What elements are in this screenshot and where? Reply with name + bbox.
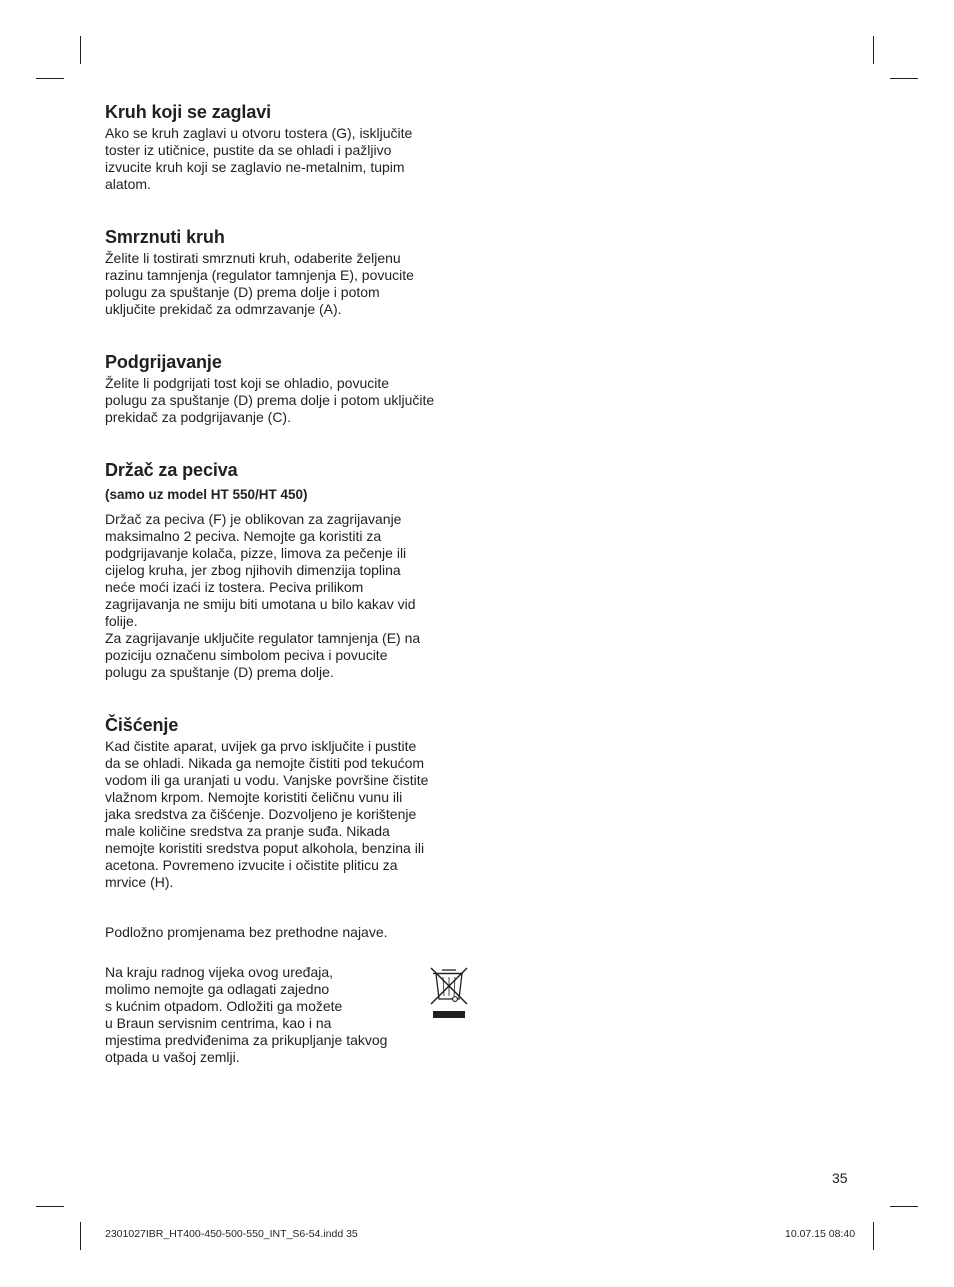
section-subtitle: (samo uz model HT 550/HT 450) [105,487,308,502]
disposal-notice [105,964,477,1066]
section-title: Čišćenje [105,715,179,735]
section-title: Smrznuti kruh [105,227,225,247]
crop-mark-top-right-vertical [873,36,874,64]
section-cleaning [105,714,477,891]
section-title: Kruh koji se zaglavi [105,102,272,122]
crop-mark-bottom-right-vertical [873,1222,874,1250]
section-reheating [105,351,477,426]
section-body: Želite li podgrijati tost koji se ohladio, povucite polugu za spuštanje (D) prema dolje i potom uključite prekidač za podgrijavanje (C). [105,375,435,425]
section-body: Držač za peciva (F) je oblikovan za zagrijavanje maksimalno 2 peciva. Nemojte ga koristiti za podgrijavanje kolača, pizze, limova za pečenje ili cijelog kruha, jer zbog njihovih dimenzija toplina neće moći izaći iz tostera. Peciva prilikom zagrijavanja ne smiju biti umotana u bilo kakav vid folije. Za zagrijavanje uključite regulator tamnjenja (E) na poziciju označenu simbolom peciva i povucite polugu za spuštanje (D) prema dolje. [105,511,421,680]
crop-mark-bottom-right-horizontal [890,1206,918,1207]
content-column [105,101,477,941]
section-stuck-bread [105,101,477,193]
crop-mark-top-left-vertical [80,36,81,64]
page-number: 35 [832,1170,848,1186]
section-title: Držač za peciva [105,460,238,480]
crop-mark-bottom-left-horizontal [36,1206,64,1207]
section-body: Ako se kruh zaglavi u otvoru tostera (G), isključite toster iz utičnice, pustite da se ohladi i pažljivo izvucite kruh koji se zaglavio ne-metalnim, tupim alatom. [105,125,413,192]
crossed-out-wheelie-bin-icon [429,966,469,1020]
section-bun-holder [105,459,477,681]
section-frozen-bread [105,226,477,318]
section-body: Želite li tostirati smrznuti kruh, odaberite željenu razinu tamnjenja (regulator tamnjenja E), povucite polugu za spuštanje (D) prema dolje i potom uključite prekidač za odmrzavanje (A). [105,250,414,317]
change-notice: Podložno promjenama bez prethodne najave. [105,924,388,940]
disposal-text: Na kraju radnog vijeka ovog uređaja, molimo nemojte ga odlagati zajedno s kućnim otpadom. Odložiti ga možete u Braun servisnim centrima, kao i na mjestima predviđenima za prikupljanje takvog otpada u vašoj zemlji. [105,964,388,1065]
footer-file-slug: 2301027IBR_HT400-450-500-550_INT_S6-54.indd 35 [105,1228,358,1240]
section-body: Kad čistite aparat, uvijek ga prvo isključite i pustite da se ohladi. Nikada ga nemojte čistiti pod tekućom vodom ili ga uranjati u vodu. Vanjske površine čistite vlažnom krpom. Nemojte koristiti čeličnu vunu ili jaka sredstva za čišćenje. Dozvoljeno je korištenje male količine sredstva za pranje suđa. Nikada nemojte koristiti sredstva poput alkohola, benzina ili acetona. Povremeno izvucite i očistite pliticu za mrvice (H). [105,738,429,890]
footer-timestamp: 10.07.15 08:40 [785,1228,856,1240]
crop-mark-top-right-horizontal [890,78,918,79]
crop-mark-bottom-left-vertical [80,1222,81,1250]
crop-mark-top-left-horizontal [36,78,64,79]
section-title: Podgrijavanje [105,352,222,372]
